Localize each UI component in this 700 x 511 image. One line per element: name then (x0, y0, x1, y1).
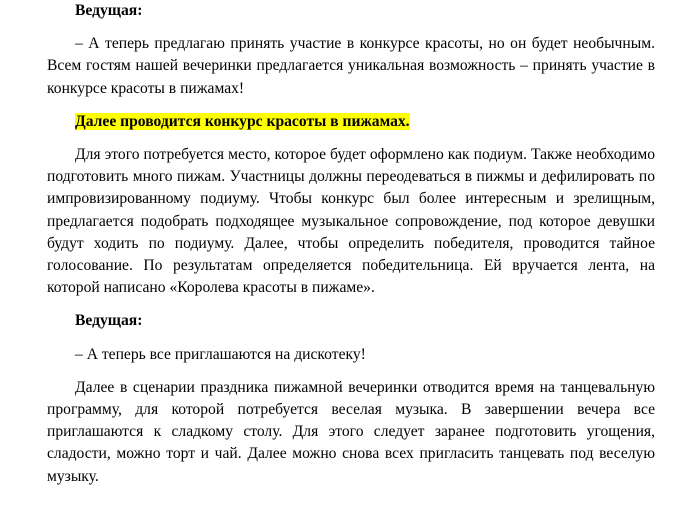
highlighted-text: Далее проводится конкурс красоты в пижамах. (75, 112, 410, 130)
document-page (47, 0, 655, 499)
party-program-paragraph: Далее в сценарии праздника пижамной вечеринки отводится время на танцевальную программу, для которой потребуется веселая музыка. В завершении вечера все приглашаются к сладкому столу. Для этого следует заранее подготовить угощения, сладости, можно торт и чай. Далее можно снова всех пригласить танцевать под веселую музыку. (47, 378, 655, 485)
speaker-heading: Ведущая: (75, 312, 143, 330)
contest-description-paragraph: Для этого потребуется место, которое будет оформлено как подиум. Также необходимо подготовить много пижам. Участницы должны переодеваться в пижмы и дефилировать по импровизированному подиуму. Чтобы конкурс был более интересным и зрелищным, предлагается подобрать подходящее музыкальное сопровождение, под которое девушки будут ходить по подиуму. Далее, чтобы определить победителя, проводится тайное голосование. По результатам определяется победительница. Ей вручается лента, на которой написано «Королева красоты в пижаме». (47, 146, 655, 297)
host-speech-paragraph: – А теперь предлагаю принять участие в конкурсе красоты, но он будет необычным. Всем гостям нашей вечеринки предлагается уникальная возможность – принять участие в конкурсе красоты в пижамах! (47, 35, 655, 97)
highlighted-stage-direction (47, 111, 655, 133)
speaker-heading: Ведущая: (75, 2, 143, 19)
host-invitation-paragraph: – А теперь все приглашаются на дискотеку! (75, 345, 366, 363)
